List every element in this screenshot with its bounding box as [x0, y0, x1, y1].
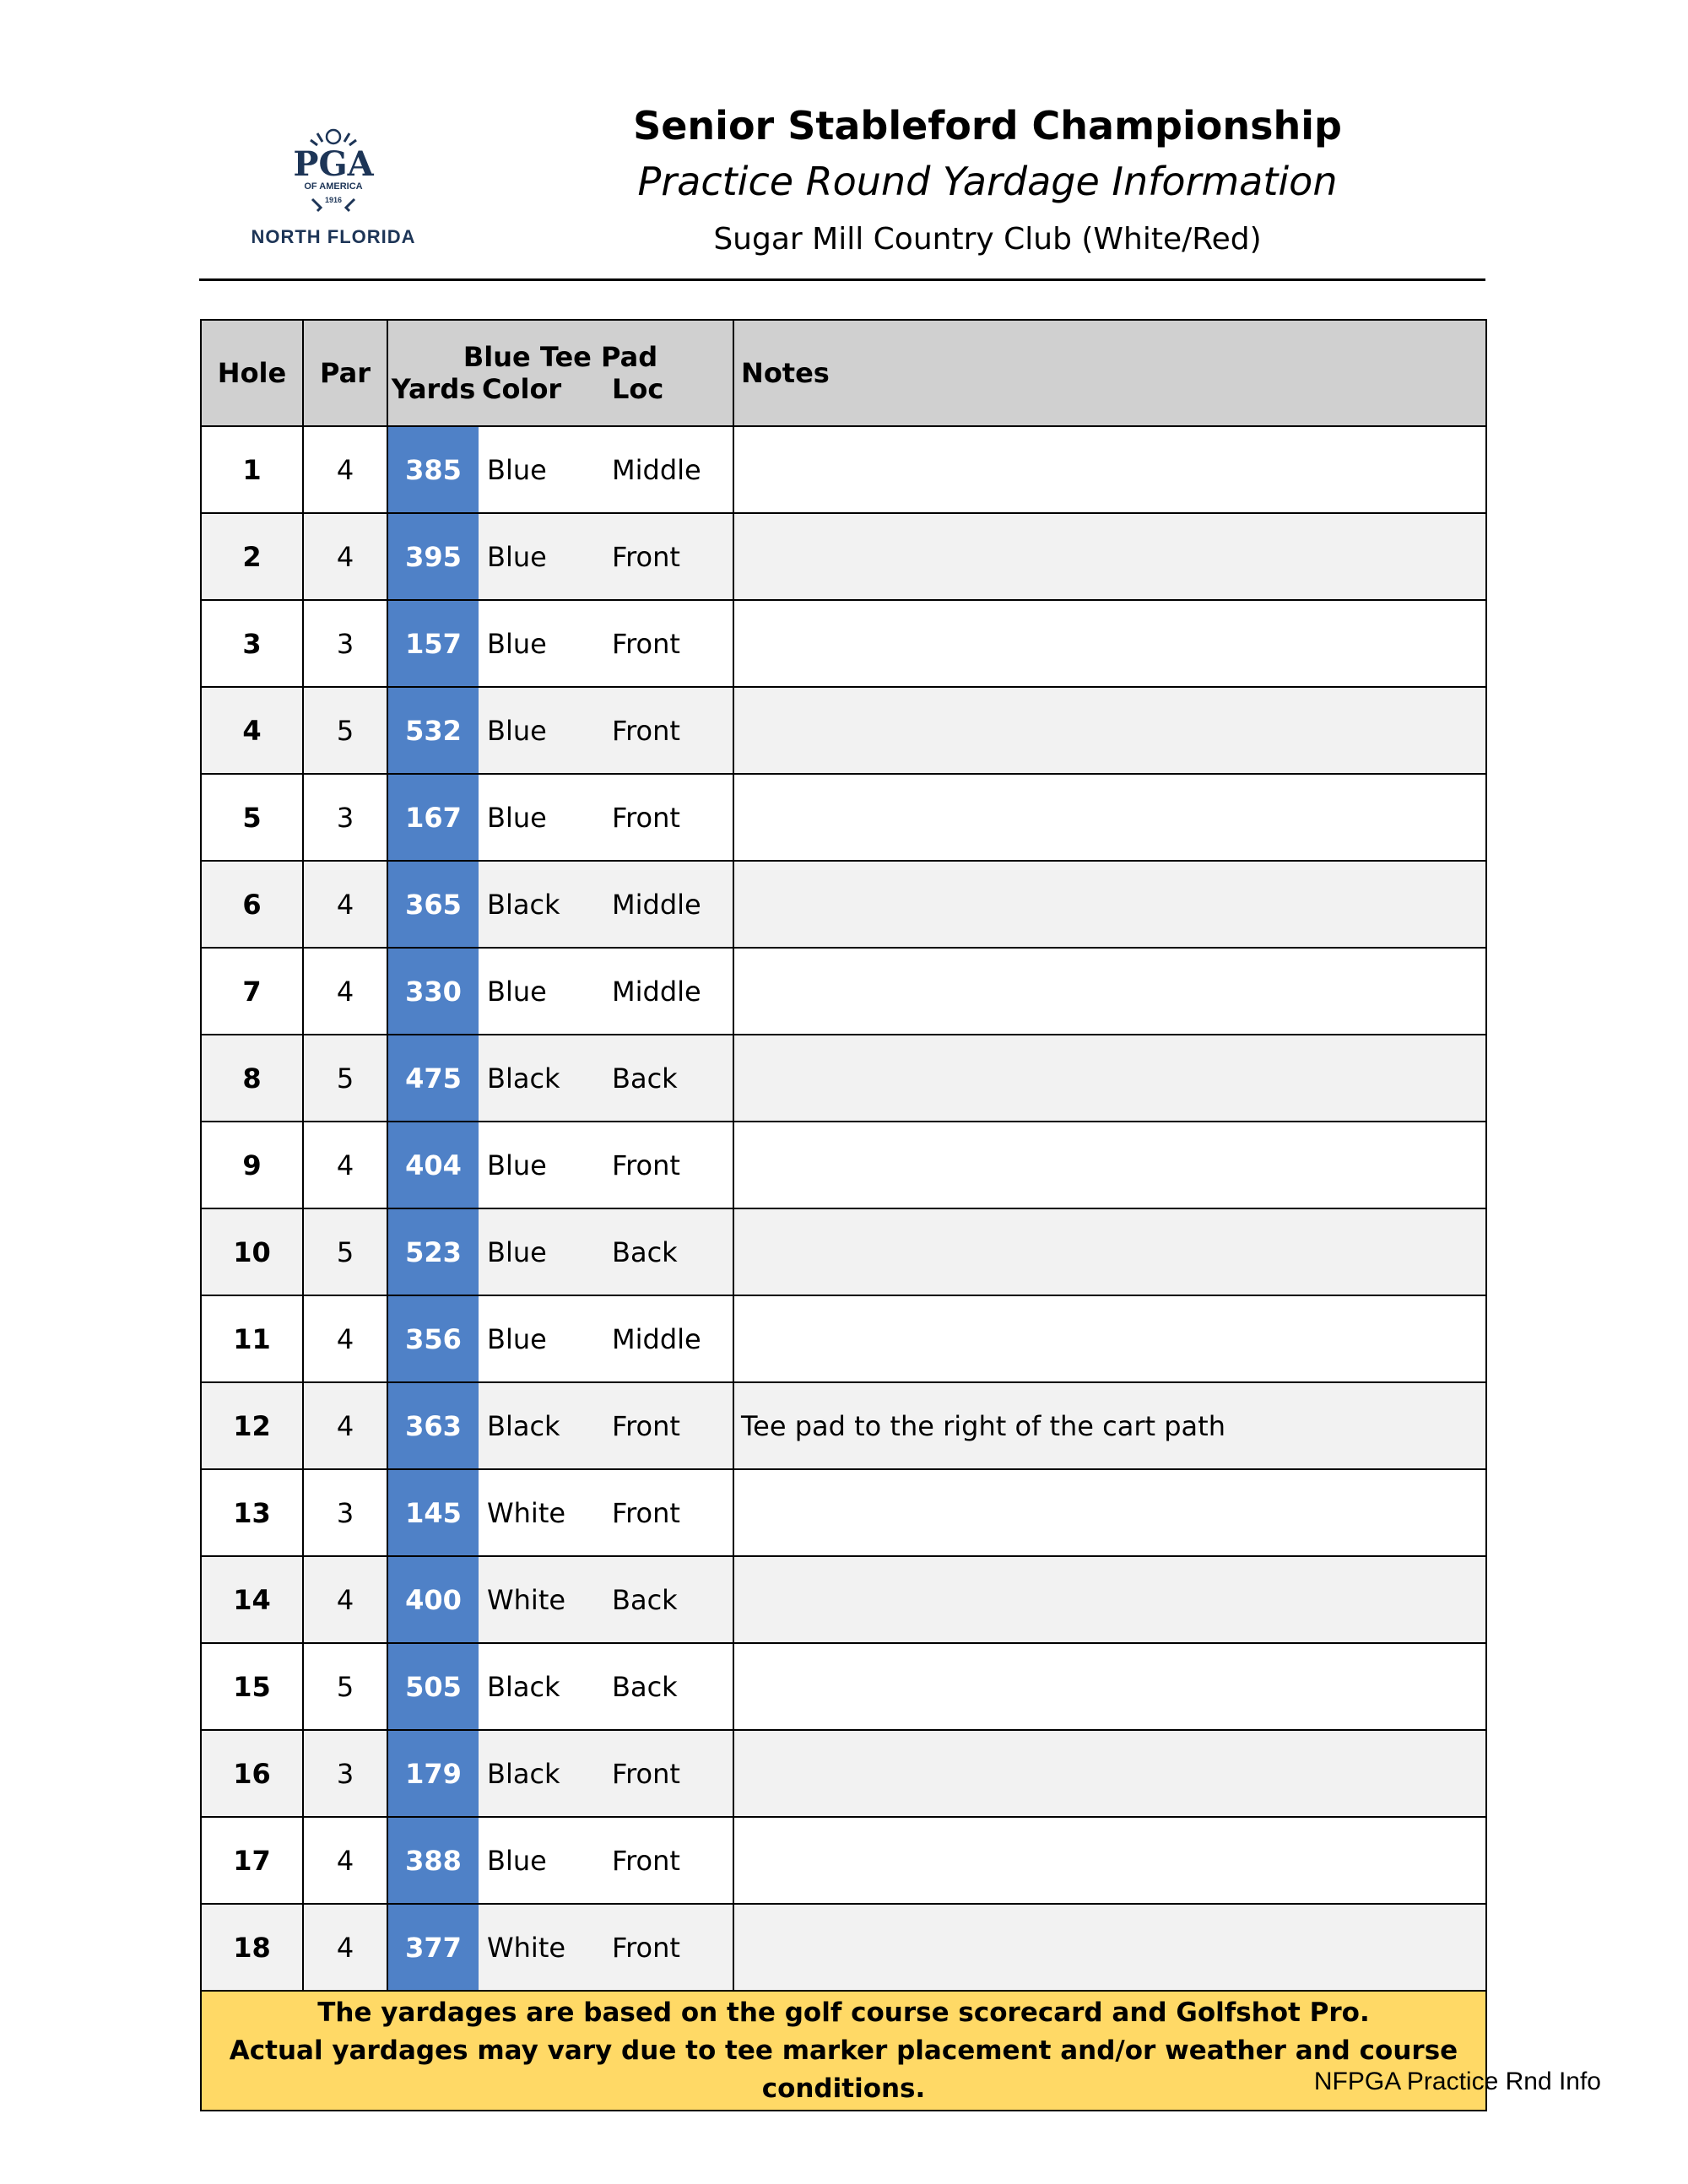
disclaimer-line-2: Actual yardages may vary due to tee marker placement and/or weather and course conditions.	[229, 2035, 1458, 2104]
tee-location-cell: Front	[612, 1469, 733, 1556]
hole-cell: 8	[202, 1035, 303, 1122]
tee-color-cell: Blue	[479, 1208, 612, 1295]
par-cell: 5	[303, 1643, 387, 1730]
notes-cell	[733, 1295, 1485, 1382]
yards-cell: 532	[387, 687, 479, 774]
page-footer: NFPGA Practice Rnd Info	[1313, 2068, 1601, 2095]
notes-cell	[733, 948, 1485, 1035]
tee-color-cell: Black	[479, 1730, 612, 1817]
header-par: Par	[303, 321, 387, 426]
yards-cell: 505	[387, 1643, 479, 1730]
logo-year: 1916	[324, 196, 343, 204]
tee-location-cell: Back	[612, 1643, 733, 1730]
yards-cell: 145	[387, 1469, 479, 1556]
tee-location-cell: Middle	[612, 861, 733, 948]
tee-color-cell: Blue	[479, 948, 612, 1035]
table-row	[202, 1382, 1485, 1469]
table-row	[202, 1035, 1485, 1122]
tee-location-cell: Front	[612, 1730, 733, 1817]
yardage-table	[200, 319, 1487, 2111]
tee-color-cell: Blue	[479, 426, 612, 513]
logo-tagline: OF AMERICA	[304, 181, 363, 192]
logo-region: NORTH FLORIDA	[251, 226, 416, 247]
tee-location-cell: Front	[612, 1122, 733, 1208]
notes-cell	[733, 600, 1485, 687]
par-cell: 4	[303, 513, 387, 600]
par-cell: 5	[303, 1208, 387, 1295]
disclaimer-line-1: The yardages are based on the golf course scorecard and Golfshot Pro.	[317, 1997, 1370, 2028]
table-body	[202, 426, 1485, 1991]
logo-mark: PGA	[293, 144, 374, 184]
notes-cell	[733, 861, 1485, 948]
table-row	[202, 1904, 1485, 1991]
document-header	[523, 100, 1452, 268]
table-row	[202, 513, 1485, 600]
par-cell: 4	[303, 861, 387, 948]
hole-cell: 14	[202, 1556, 303, 1643]
par-cell: 5	[303, 687, 387, 774]
table-row	[202, 426, 1485, 513]
tee-color-cell: White	[479, 1556, 612, 1643]
hole-cell: 16	[202, 1730, 303, 1817]
header-loc: Loc	[612, 373, 733, 426]
yards-cell: 395	[387, 513, 479, 600]
par-cell: 4	[303, 1904, 387, 1991]
par-cell: 3	[303, 1730, 387, 1817]
notes-cell	[733, 1730, 1485, 1817]
hole-cell: 2	[202, 513, 303, 600]
tee-location-cell: Middle	[612, 948, 733, 1035]
pga-crest-icon	[270, 127, 397, 219]
tee-color-cell: Black	[479, 861, 612, 948]
yards-cell: 356	[387, 1295, 479, 1382]
par-cell: 5	[303, 1035, 387, 1122]
table-row	[202, 1469, 1485, 1556]
yards-cell: 363	[387, 1382, 479, 1469]
header-color: Color	[479, 373, 612, 426]
yards-cell: 523	[387, 1208, 479, 1295]
header-notes: Notes	[733, 321, 1485, 426]
tee-location-cell: Back	[612, 1035, 733, 1122]
yards-cell: 330	[387, 948, 479, 1035]
hole-cell: 3	[202, 600, 303, 687]
hole-cell: 5	[202, 774, 303, 861]
hole-cell: 18	[202, 1904, 303, 1991]
yards-cell: 167	[387, 774, 479, 861]
notes-cell	[733, 1904, 1485, 1991]
par-cell: 4	[303, 1122, 387, 1208]
par-cell: 3	[303, 1469, 387, 1556]
header-hole: Hole	[202, 321, 303, 426]
table-row	[202, 1817, 1485, 1904]
yards-cell: 365	[387, 861, 479, 948]
yards-cell: 404	[387, 1122, 479, 1208]
tee-location-cell: Back	[612, 1556, 733, 1643]
tee-color-cell: Black	[479, 1035, 612, 1122]
hole-cell: 12	[202, 1382, 303, 1469]
par-cell: 4	[303, 426, 387, 513]
tee-color-cell: White	[479, 1469, 612, 1556]
yardage-disclaimer	[202, 1992, 1485, 2110]
tee-location-cell: Back	[612, 1208, 733, 1295]
hole-cell: 15	[202, 1643, 303, 1730]
tee-color-cell: White	[479, 1904, 612, 1991]
hole-cell: 10	[202, 1208, 303, 1295]
tee-color-cell: Blue	[479, 687, 612, 774]
par-cell: 4	[303, 1382, 387, 1469]
course-name: Sugar Mill Country Club (White/Red)	[713, 222, 1262, 257]
hole-cell: 1	[202, 426, 303, 513]
page-subtitle: Practice Round Yardage Information	[637, 159, 1338, 204]
tee-location-cell: Middle	[612, 1295, 733, 1382]
hole-cell: 4	[202, 687, 303, 774]
notes-cell	[733, 687, 1485, 774]
yards-cell: 377	[387, 1904, 479, 1991]
notes-cell	[733, 1817, 1485, 1904]
hole-cell: 11	[202, 1295, 303, 1382]
table-row	[202, 1556, 1485, 1643]
hole-cell: 9	[202, 1122, 303, 1208]
notes-cell	[733, 1643, 1485, 1730]
hole-cell: 17	[202, 1817, 303, 1904]
yards-cell: 388	[387, 1817, 479, 1904]
par-cell: 3	[303, 774, 387, 861]
tee-location-cell: Front	[612, 513, 733, 600]
tee-color-cell: Blue	[479, 774, 612, 861]
tee-color-cell: Blue	[479, 1817, 612, 1904]
table-row	[202, 1730, 1485, 1817]
table-row	[202, 1295, 1485, 1382]
notes-cell	[733, 426, 1485, 513]
tee-location-cell: Front	[612, 774, 733, 861]
yards-cell: 475	[387, 1035, 479, 1122]
table-row	[202, 1122, 1485, 1208]
notes-cell	[733, 774, 1485, 861]
tee-location-cell: Front	[612, 1382, 733, 1469]
hole-cell: 6	[202, 861, 303, 948]
notes-cell: Tee pad to the right of the cart path	[733, 1382, 1485, 1469]
table-row	[202, 774, 1485, 861]
par-cell: 4	[303, 1817, 387, 1904]
tee-location-cell: Front	[612, 687, 733, 774]
page-title: Senior Stableford Championship	[633, 103, 1342, 149]
tee-color-cell: Blue	[479, 1295, 612, 1382]
header-tee-group: Blue Tee Pad	[387, 321, 733, 373]
table-row	[202, 948, 1485, 1035]
tee-color-cell: Blue	[479, 1122, 612, 1208]
table-row	[202, 861, 1485, 948]
pga-logo	[245, 127, 422, 253]
tee-color-cell: Black	[479, 1643, 612, 1730]
yards-cell: 385	[387, 426, 479, 513]
table-row	[202, 687, 1485, 774]
tee-color-cell: Blue	[479, 600, 612, 687]
tee-color-cell: Black	[479, 1382, 612, 1469]
yards-cell: 179	[387, 1730, 479, 1817]
table-row	[202, 600, 1485, 687]
hole-cell: 13	[202, 1469, 303, 1556]
par-cell: 4	[303, 948, 387, 1035]
yards-cell: 157	[387, 600, 479, 687]
yards-cell: 400	[387, 1556, 479, 1643]
header-yards: Yards	[387, 373, 479, 426]
tee-location-cell: Middle	[612, 426, 733, 513]
notes-cell	[733, 1035, 1485, 1122]
hole-cell: 7	[202, 948, 303, 1035]
notes-cell	[733, 1556, 1485, 1643]
par-cell: 4	[303, 1295, 387, 1382]
notes-cell	[733, 1208, 1485, 1295]
tee-location-cell: Front	[612, 1904, 733, 1991]
tee-color-cell: Blue	[479, 513, 612, 600]
tee-location-cell: Front	[612, 1817, 733, 1904]
par-cell: 3	[303, 600, 387, 687]
notes-cell	[733, 1469, 1485, 1556]
table-row	[202, 1208, 1485, 1295]
notes-cell	[733, 1122, 1485, 1208]
tee-location-cell: Front	[612, 600, 733, 687]
table-row	[202, 1643, 1485, 1730]
par-cell: 4	[303, 1556, 387, 1643]
notes-cell	[733, 513, 1485, 600]
header-divider	[199, 278, 1485, 281]
